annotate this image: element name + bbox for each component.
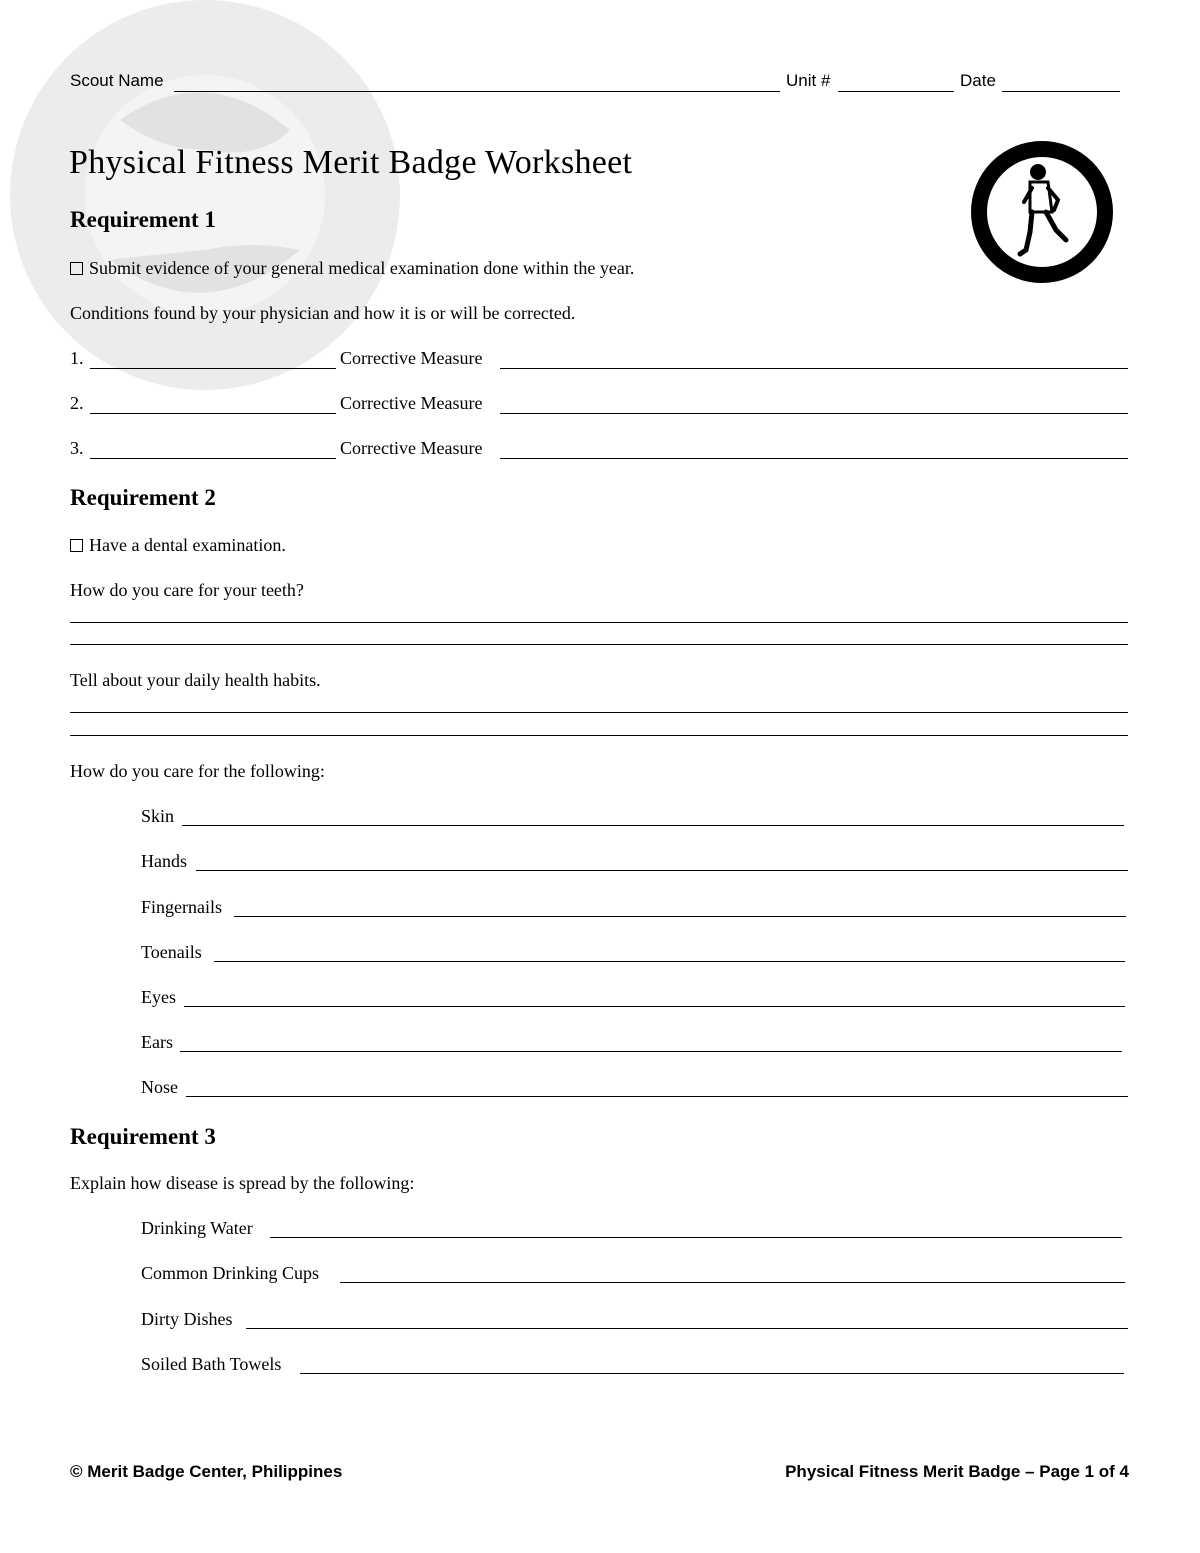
condition-3-field[interactable] [90, 458, 336, 459]
care-item-label: Toenails [141, 942, 202, 962]
corrective-measure-3-field[interactable] [500, 458, 1128, 459]
scout-name-label: Scout Name [70, 71, 164, 90]
care-item-label: Ears [141, 1032, 173, 1052]
condition-number: 3. [70, 438, 84, 458]
habits-answer-line-1[interactable] [70, 712, 1128, 713]
req1-checkbox-row [70, 258, 634, 279]
corrective-measure-1-field[interactable] [500, 368, 1128, 369]
care-question: How do you care for the following: [70, 761, 325, 781]
soiled-bath-towels-field[interactable] [300, 1373, 1124, 1374]
corrective-measure-2-field[interactable] [500, 413, 1128, 414]
corrective-measure-label: Corrective Measure [340, 348, 483, 368]
care-item-label: Fingernails [141, 897, 222, 917]
care-item-label: Eyes [141, 987, 176, 1007]
teeth-question: How do you care for your teeth? [70, 580, 304, 600]
disease-item-label: Dirty Dishes [141, 1309, 233, 1329]
req2-checkbox[interactable] [70, 539, 83, 552]
req1-checkbox-label: Submit evidence of your general medical examination done within the year. [89, 258, 635, 278]
requirement-1-heading: Requirement 1 [70, 207, 216, 232]
drinking-water-field[interactable] [270, 1237, 1122, 1238]
disease-item-label: Common Drinking Cups [141, 1263, 320, 1283]
req2-checkbox-label: Have a dental examination. [89, 535, 286, 555]
eyes-field[interactable] [184, 1006, 1125, 1007]
unit-field[interactable] [838, 91, 954, 92]
dirty-dishes-field[interactable] [246, 1328, 1128, 1329]
req1-prompt: Conditions found by your physician and how it is or will be corrected. [70, 303, 576, 323]
skin-field[interactable] [182, 825, 1124, 826]
req1-checkbox[interactable] [70, 262, 83, 275]
requirement-3-heading: Requirement 3 [70, 1124, 216, 1149]
teeth-answer-line-2[interactable] [70, 644, 1128, 645]
footer-copyright: © Merit Badge Center, Philippines [70, 1462, 343, 1481]
condition-number: 1. [70, 348, 84, 368]
nose-field[interactable] [186, 1096, 1128, 1097]
footer-page-number: Physical Fitness Merit Badge – Page 1 of 4 [785, 1462, 1129, 1481]
unit-label: Unit # [786, 71, 831, 90]
teeth-answer-line-1[interactable] [70, 622, 1128, 623]
ears-field[interactable] [180, 1051, 1122, 1052]
condition-number: 2. [70, 393, 84, 413]
runner-badge-icon [968, 140, 1116, 286]
common-drinking-cups-field[interactable] [340, 1282, 1125, 1283]
corrective-measure-label: Corrective Measure [340, 393, 483, 413]
habits-question: Tell about your daily health habits. [70, 670, 321, 690]
corrective-measure-label: Corrective Measure [340, 438, 483, 458]
page-title: Physical Fitness Merit Badge Worksheet [69, 144, 633, 181]
fingernails-field[interactable] [234, 916, 1126, 917]
condition-1-field[interactable] [90, 368, 336, 369]
toenails-field[interactable] [214, 961, 1125, 962]
disease-item-label: Soiled Bath Towels [141, 1354, 282, 1374]
scout-name-field[interactable] [174, 91, 780, 92]
condition-2-field[interactable] [90, 413, 336, 414]
care-item-label: Nose [141, 1077, 178, 1097]
date-label: Date [960, 71, 996, 90]
req3-prompt: Explain how disease is spread by the following: [70, 1173, 415, 1193]
date-field[interactable] [1002, 91, 1120, 92]
req2-checkbox-row [70, 535, 286, 556]
requirement-2-heading: Requirement 2 [70, 485, 216, 510]
care-item-label: Skin [141, 806, 175, 826]
hands-field[interactable] [196, 870, 1128, 871]
habits-answer-line-2[interactable] [70, 735, 1128, 736]
disease-item-label: Drinking Water [141, 1218, 253, 1238]
care-item-label: Hands [141, 851, 187, 871]
